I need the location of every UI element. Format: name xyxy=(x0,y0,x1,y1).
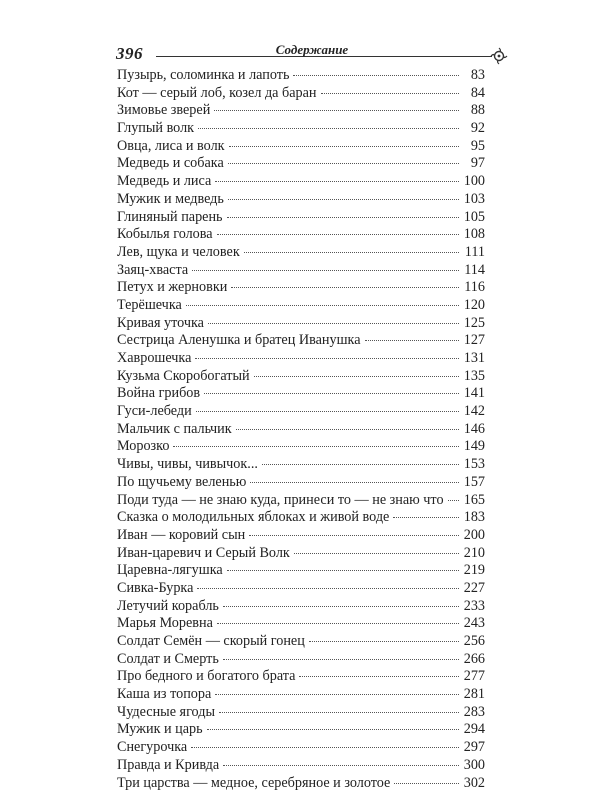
dot-leader xyxy=(250,482,459,483)
dot-leader xyxy=(321,93,459,94)
dot-leader xyxy=(204,393,459,394)
toc-entry xyxy=(117,173,485,191)
toc-entry xyxy=(117,67,485,85)
dot-leader xyxy=(198,128,459,129)
toc-entry-page: 266 xyxy=(463,651,485,669)
toc-entry-title: Кобылья голова xyxy=(117,226,213,244)
toc-entry xyxy=(117,509,485,527)
dot-leader xyxy=(365,340,460,341)
toc-entry-page: 114 xyxy=(463,262,485,280)
toc-entry-title: Кузьма Скоробогатый xyxy=(117,368,250,386)
toc-entry-title: Морозко xyxy=(117,438,169,456)
toc-entry xyxy=(117,385,485,403)
toc-entry-title: Сивка-Бурка xyxy=(117,580,193,598)
toc-entry-title: Чудесные ягоды xyxy=(117,704,215,722)
toc-entry xyxy=(117,138,485,156)
toc-entry-page: 210 xyxy=(463,545,485,563)
dot-leader xyxy=(215,694,459,695)
dot-leader xyxy=(227,217,459,218)
dot-leader xyxy=(231,287,459,288)
toc-entry xyxy=(117,368,485,386)
dot-leader xyxy=(244,252,459,253)
toc-entry-title: Кот — серый лоб, козел да баран xyxy=(117,85,317,103)
dot-leader xyxy=(192,270,459,271)
dot-leader xyxy=(293,75,459,76)
toc-entry xyxy=(117,580,485,598)
dot-leader xyxy=(227,570,459,571)
dot-leader xyxy=(217,623,459,624)
toc-entry-title: Летучий корабль xyxy=(117,598,219,616)
toc-entry-page: 297 xyxy=(463,739,485,757)
toc-entry-title: Каша из топора xyxy=(117,686,211,704)
dot-leader xyxy=(236,429,459,430)
table-of-contents xyxy=(117,67,485,792)
toc-entry-page: 294 xyxy=(463,721,485,739)
toc-entry-page: 97 xyxy=(463,155,485,173)
toc-entry-title: Заяц-хваста xyxy=(117,262,188,280)
toc-entry-title: Про бедного и богатого брата xyxy=(117,668,295,686)
toc-entry-page: 116 xyxy=(463,279,485,297)
dot-leader xyxy=(249,535,459,536)
toc-entry xyxy=(117,262,485,280)
dot-leader xyxy=(393,517,459,518)
toc-entry-title: Глупый волк xyxy=(117,120,194,138)
toc-entry-page: 227 xyxy=(463,580,485,598)
toc-entry xyxy=(117,226,485,244)
toc-entry xyxy=(117,739,485,757)
toc-entry-page: 149 xyxy=(463,438,485,456)
dot-leader xyxy=(262,464,459,465)
toc-entry-title: Терёшечка xyxy=(117,297,182,315)
toc-entry xyxy=(117,403,485,421)
toc-entry-page: 142 xyxy=(463,403,485,421)
dot-leader xyxy=(294,553,459,554)
dot-leader xyxy=(208,323,459,324)
toc-entry xyxy=(117,545,485,563)
toc-entry-page: 120 xyxy=(463,297,485,315)
toc-entry-page: 83 xyxy=(463,67,485,85)
dot-leader xyxy=(186,305,459,306)
toc-entry-page: 125 xyxy=(463,315,485,333)
page-header xyxy=(116,42,508,64)
toc-entry-page: 200 xyxy=(463,527,485,545)
toc-entry-page: 108 xyxy=(463,226,485,244)
page-number: 396 xyxy=(116,44,143,64)
toc-entry xyxy=(117,155,485,173)
toc-entry-page: 243 xyxy=(463,615,485,633)
toc-entry xyxy=(117,120,485,138)
dot-leader xyxy=(173,446,459,447)
toc-entry-title: Сказка о молодильных яблоках и живой воде xyxy=(117,509,389,527)
toc-entry xyxy=(117,651,485,669)
dot-leader xyxy=(229,146,459,147)
toc-entry xyxy=(117,704,485,722)
toc-entry xyxy=(117,633,485,651)
dot-leader xyxy=(195,358,459,359)
dot-leader xyxy=(219,712,459,713)
dot-leader xyxy=(448,500,459,501)
toc-entry-page: 256 xyxy=(463,633,485,651)
toc-entry xyxy=(117,279,485,297)
dot-leader xyxy=(196,411,459,412)
toc-entry-page: 88 xyxy=(463,102,485,120)
toc-entry-title: Петух и жерновки xyxy=(117,279,227,297)
dot-leader xyxy=(228,163,459,164)
dot-leader xyxy=(309,641,459,642)
toc-entry-page: 281 xyxy=(463,686,485,704)
toc-entry-title: Пузырь, соломинка и лапоть xyxy=(117,67,289,85)
toc-entry-page: 127 xyxy=(463,332,485,350)
toc-entry-page: 233 xyxy=(463,598,485,616)
toc-entry-title: Иван — коровий сын xyxy=(117,527,245,545)
toc-entry-title: Солдат Семён — скорый гонец xyxy=(117,633,305,651)
toc-entry-title: Хаврошечка xyxy=(117,350,191,368)
toc-entry xyxy=(117,421,485,439)
dot-leader xyxy=(214,110,459,111)
dot-leader xyxy=(299,676,459,677)
dot-leader xyxy=(228,199,459,200)
toc-entry-title: Сестрица Аленушка и братец Иванушка xyxy=(117,332,361,350)
dot-leader xyxy=(191,747,459,748)
dot-leader xyxy=(254,376,459,377)
toc-entry xyxy=(117,350,485,368)
section-title: Содержание xyxy=(116,42,508,58)
toc-entry-page: 283 xyxy=(463,704,485,722)
toc-entry xyxy=(117,456,485,474)
toc-entry-title: Марья Моревна xyxy=(117,615,213,633)
toc-entry-page: 153 xyxy=(463,456,485,474)
toc-entry-title: Поди туда — не знаю куда, принеси то — не знаю что xyxy=(117,492,444,510)
toc-entry-title: Медведь и лиса xyxy=(117,173,211,191)
toc-entry xyxy=(117,757,485,775)
toc-entry-title: Мужик и царь xyxy=(117,721,203,739)
toc-entry-title: Правда и Кривда xyxy=(117,757,219,775)
toc-entry xyxy=(117,598,485,616)
toc-entry-page: 141 xyxy=(463,385,485,403)
toc-entry-page: 84 xyxy=(463,85,485,103)
toc-entry-title: Чивы, чивы, чивычок... xyxy=(117,456,258,474)
toc-entry-page: 131 xyxy=(463,350,485,368)
dot-leader xyxy=(223,606,459,607)
toc-entry xyxy=(117,668,485,686)
toc-entry-title: Война грибов xyxy=(117,385,200,403)
toc-entry xyxy=(117,85,485,103)
dot-leader xyxy=(215,181,459,182)
toc-entry xyxy=(117,492,485,510)
toc-entry-title: Иван-царевич и Серый Волк xyxy=(117,545,290,563)
toc-entry-title: Гуси-лебеди xyxy=(117,403,192,421)
dot-leader xyxy=(223,659,459,660)
toc-entry-page: 105 xyxy=(463,209,485,227)
toc-entry-page: 146 xyxy=(463,421,485,439)
toc-entry xyxy=(117,244,485,262)
dot-leader xyxy=(223,765,459,766)
toc-entry xyxy=(117,775,485,792)
toc-entry-page: 135 xyxy=(463,368,485,386)
dot-leader xyxy=(207,729,459,730)
toc-entry xyxy=(117,721,485,739)
toc-entry-page: 165 xyxy=(463,492,485,510)
toc-entry-title: Лев, щука и человек xyxy=(117,244,240,262)
toc-entry xyxy=(117,686,485,704)
toc-entry-page: 302 xyxy=(463,775,485,792)
toc-entry xyxy=(117,297,485,315)
toc-entry-page: 219 xyxy=(463,562,485,580)
toc-entry-title: Зимовье зверей xyxy=(117,102,210,120)
toc-entry xyxy=(117,562,485,580)
toc-entry-title: Царевна-лягушка xyxy=(117,562,223,580)
toc-entry-page: 95 xyxy=(463,138,485,156)
toc-entry-page: 92 xyxy=(463,120,485,138)
toc-entry-title: Мальчик с пальчик xyxy=(117,421,232,439)
toc-entry xyxy=(117,332,485,350)
toc-entry-title: По щучьему веленью xyxy=(117,474,246,492)
toc-entry-title: Мужик и медведь xyxy=(117,191,224,209)
toc-entry xyxy=(117,191,485,209)
toc-entry-title: Медведь и собака xyxy=(117,155,224,173)
toc-entry xyxy=(117,209,485,227)
toc-entry xyxy=(117,315,485,333)
toc-entry-title: Три царства — медное, серебряное и золотое xyxy=(117,775,390,792)
toc-entry xyxy=(117,102,485,120)
dot-leader xyxy=(394,783,459,784)
scroll-ornament-icon xyxy=(490,47,508,65)
toc-entry-page: 103 xyxy=(463,191,485,209)
toc-entry-page: 183 xyxy=(463,509,485,527)
dot-leader xyxy=(217,234,459,235)
toc-entry-title: Солдат и Смерть xyxy=(117,651,219,669)
toc-entry-page: 157 xyxy=(463,474,485,492)
toc-entry xyxy=(117,474,485,492)
toc-entry-title: Снегурочка xyxy=(117,739,187,757)
toc-entry-page: 111 xyxy=(463,244,485,262)
toc-entry-page: 100 xyxy=(463,173,485,191)
toc-entry-page: 277 xyxy=(463,668,485,686)
toc-entry-page: 300 xyxy=(463,757,485,775)
toc-entry xyxy=(117,527,485,545)
toc-entry xyxy=(117,615,485,633)
toc-entry-title: Глиняный парень xyxy=(117,209,223,227)
toc-entry xyxy=(117,438,485,456)
dot-leader xyxy=(197,588,459,589)
toc-entry-title: Кривая уточка xyxy=(117,315,204,333)
toc-entry-title: Овца, лиса и волк xyxy=(117,138,225,156)
